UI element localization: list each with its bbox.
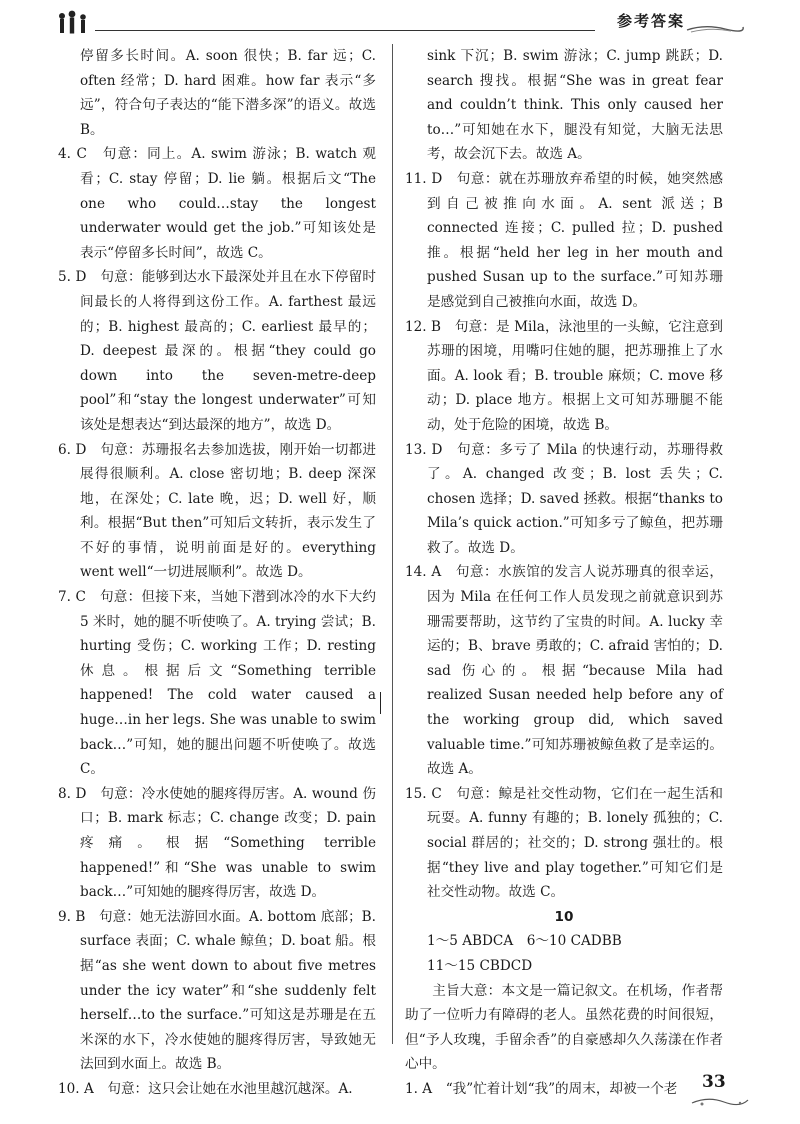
header-rule <box>95 30 595 31</box>
section-number: 10 <box>554 908 574 925</box>
decorative-swoosh-icon <box>685 22 745 34</box>
right-column <box>405 44 723 1102</box>
continued-explanation: 停留多长时间。A. soon 很快；B. far 远；C. often 经常；D. hard 困难。how far 表示“多远”，符合句子表达的“能下潜多深”的语义。故选 B。 <box>80 48 376 138</box>
answer-explanation: 15. C 句意：鲸是社交性动物，它们在一起生活和玩耍。A. funny 有趣的；B. lonely 孤独的；C. social 群居的；社交的；D. strong 强壮的。根据“they live and play together.”可知它们是社交性动物。故选 C。 <box>405 785 723 901</box>
footer-swoosh-icon <box>690 1094 750 1108</box>
people-figures-icon <box>55 8 95 38</box>
answer-explanation: 4. C 句意：同上。A. swim 游泳；B. watch 观看；C. stay 停留；D. lie 躺。根据后文“The one who could…stay the longest underwater would get the job.”可知该处是表示“停留多长时间”，故选 C。 <box>58 146 376 261</box>
answer-explanation: 13. D 句意：多亏了 Mila 的快速行动，苏珊得救了。A. changed 改变；B. lost 丢失；C. chosen 选择；D. saved 拯救。根据“thanks to Mila’s quick action.”可知多亏了鲸鱼，把苏珊救了。故选 D。 <box>405 441 723 556</box>
column-divider <box>392 44 393 1044</box>
answer-explanation: 8. D 句意：冷水使她的腿疼得厉害。A. wound 伤口；B. mark 标志；C. change 改变；D. pain 疼痛。根据“Something terrible happened!”和“She was unable to swim back…”可知她的腿疼得厉害，故选 D。 <box>58 785 376 901</box>
answer-explanation: 9. B 句意：她无法游回水面。A. bottom 底部；B. surface 表面；C. whale 鲸鱼；D. boat 船。根据“as she went down to about five metres under the icy water”和“she suddenly felt herself…to the surface.”可知这是苏珊是在五米深的水下，冷水使她的腿疼得厉害，导致她无法回到水面上。故选 B。 <box>58 908 376 1073</box>
answer-explanation: 1. A “我”忙着计划“我”的周末，却被一个老 <box>405 1080 678 1097</box>
summary-paragraph: 主旨大意：本文是一篇记叙文。在机场，作者帮助了一位听力有障碍的老人。虽然花费的时间很短，但“予人玫瑰，手留余香”的自豪感却久久荡漾在作者心中。 <box>405 982 723 1073</box>
left-column <box>58 44 376 1102</box>
answer-explanation: 14. A 句意：水族馆的发言人说苏珊真的很幸运，因为 Mila 在任何工作人员发现之前就意识到苏珊需要帮助，这节约了宝贵的时间。A. lucky 幸运的；B、brave 勇敢的；C. afraid 害怕的；D. sad 伤心的。根据“because Mila had realized Susan needed help before any of the working group did, which saved valuable time.”可知苏珊被鲸鱼救了是幸运的。故选 A。 <box>405 564 723 778</box>
answer-explanation: 6. D 句意：苏珊报名去参加选拔，刚开始一切都进展得很顺利。A. close 密切地；B. deep 深深地，在深处；C. late 晚，迟；D. well 好，顺利。根据“But then”可知后文转折，表示发生了不好的事情，说明前面是好的。everything went well“一切进展顺利”。故选 D。 <box>58 441 376 581</box>
answer-key-line: 1～5 ABDCA 6～10 CADBB <box>427 933 622 950</box>
margin-mark <box>380 692 381 714</box>
answer-explanation: 10. A 句意：这只会让她在水池里越沉越深。A. <box>58 1080 353 1097</box>
answer-explanation: 5. D 句意：能够到达水下最深处并且在水下停留时间最长的人将得到这份工作。A. farthest 最远的；B. highest 最高的；C. earliest 最早的；D. deepest 最深的。根据“they could go down into the seven-metre-deep pool”和“stay the longest underwater”可知该处是想表达“到达最深的地方”，故选 D。 <box>58 269 376 433</box>
page-number: 33 <box>702 1072 726 1092</box>
page-header <box>55 8 745 38</box>
answer-explanation: 11. D 句意：就在苏珊放弃希望的时候，她突然感到自己被推向水面。A. sent 派送；B connected 连接；C. pulled 拉；D. pushed 推。根据“held her leg in her mouth and pushed Susan up to the surface.”可知苏珊是感觉到自己被推向水面，故选 D。 <box>405 170 723 310</box>
continued-explanation: sink 下沉；B. swim 游泳；C. jump 跳跃；D. search 搜找。根据“She was in great fear and couldn’t think. This only caused her to…”可知她在水下，腿没有知觉，大脑无法思考，故会沉下去。故选 A。 <box>427 48 723 163</box>
header-title: 参考答案 <box>616 12 685 30</box>
answer-explanation: 7. C 句意：但接下来，当她下潜到冰冷的水下大约 5 米时，她的腿不听使唤了。A. trying 尝试；B. hurting 受伤；C. working 工作；D. resting 休息。根据后文“Something terrible happened! The cold water caused a huge…in her legs. She was unable to swim back…”可知，她的腿出问题不听使唤了。故选 C。 <box>58 589 376 778</box>
answer-explanation: 12. B 句意：是 Mila，泳池里的一头鲸，它注意到苏珊的困境，用嘴叼住她的腿，把苏珊推上了水面。A. look 看；B. trouble 麻烦；C. move 移动；D. place 地方。根据上文可知苏珊腿不能动，处于危险的困境，故选 B。 <box>405 318 723 433</box>
answer-key-line: 11～15 CBDCD <box>427 957 533 974</box>
